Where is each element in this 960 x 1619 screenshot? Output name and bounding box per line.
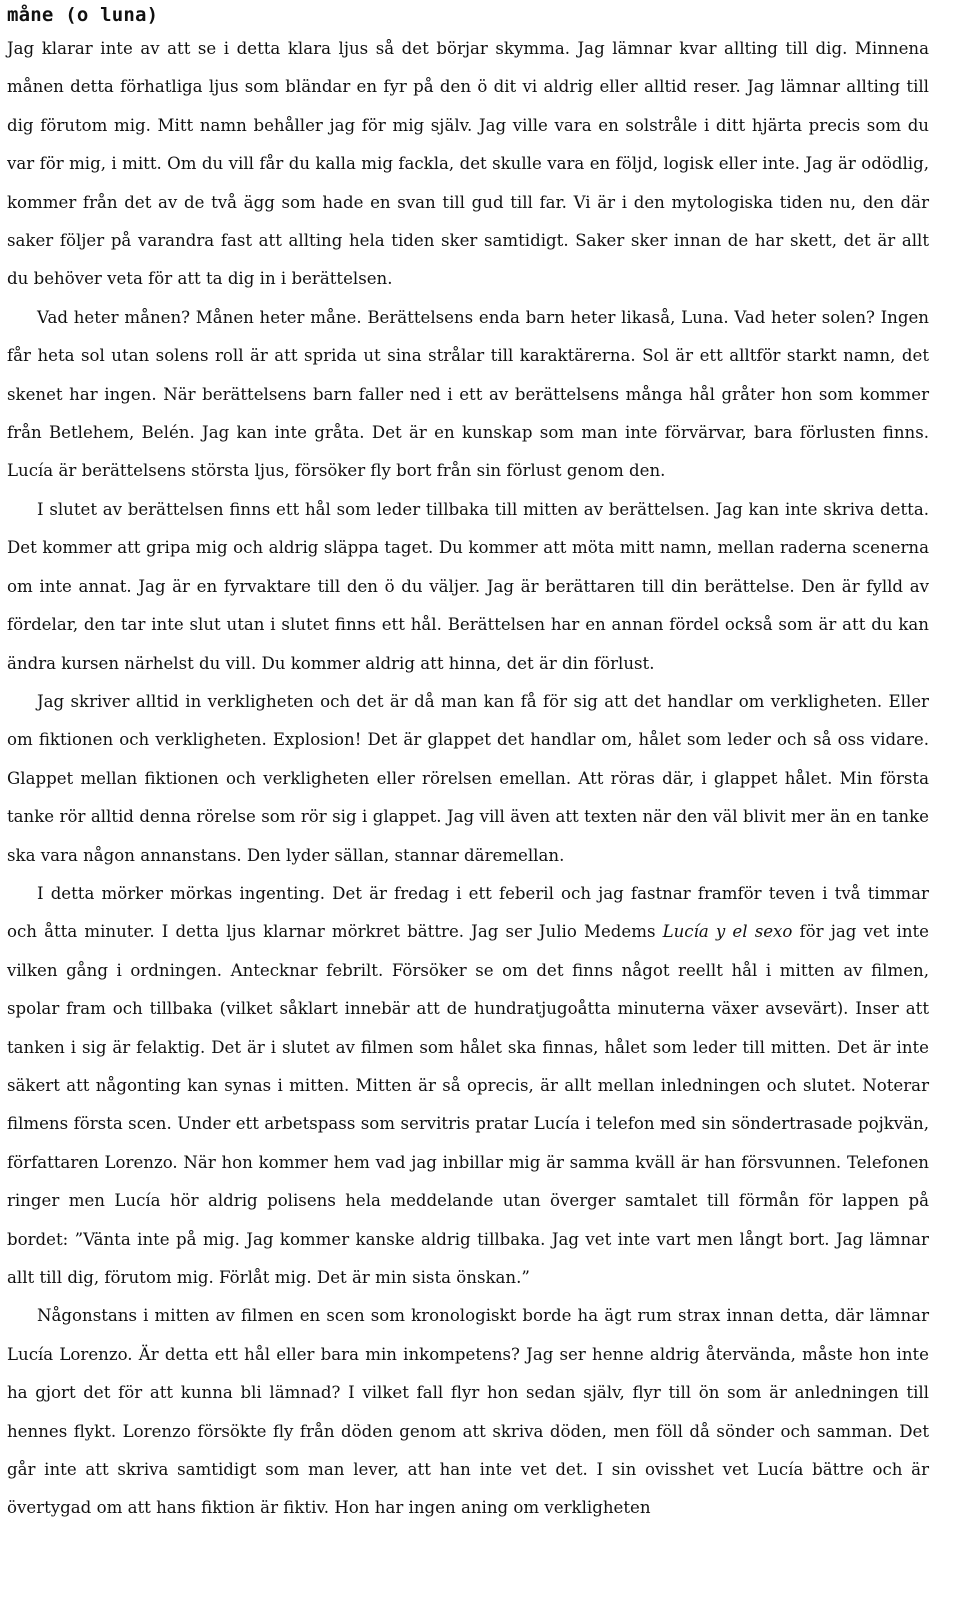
paragraph-text: Jag klarar inte av att se i detta klara ljus så det börjar skymma. Jag lämnar kvar allting till dig. Minnena månen detta förhatliga ljus som bländar en fyr på den ö dit vi aldrig eller alltid reser. Jag lämnar allting till dig förutom mig. Mitt namn behåller jag för mig själv. Jag ville vara en solstråle i ditt hjärta precis som du var för mig, i mitt. Om du vill får du kalla mig fackla, det skulle vara en följd, logisk eller inte. Jag är odödlig, kommer från det av de två ägg som hade en svan till gud till far. Vi är i den mytologiska tiden nu, den där saker följer på varandra fast att allting hela tiden sker samtidigt. Saker sker innan de har skett, det är allt du behöver veta för att ta dig in i berättelsen. [7,39,929,289]
document-title: måne (o luna) [7,4,159,26]
paragraph-2 [7,299,929,491]
document-body [7,30,929,1528]
paragraph-5 [7,875,929,1297]
paragraph-text: I slutet av berättelsen finns ett hål som leder tillbaka till mitten av berättelsen. Jag kan inte skriva detta. Det kommer att gripa mig och aldrig släppa taget. Du kommer att möta mitt namn, mellan raderna scenerna om inte annat. Jag är en fyrvaktare till den ö du väljer. Jag är berättaren till din berättelse. Den är fylld av fördelar, den tar inte slut utan i slutet finns ett hål. Berättelsen har en annan fördel också som är att du kan ändra kursen närhelst du vill. Du kommer aldrig att hinna, det är din förlust. [7,499,929,673]
paragraph-3 [7,491,929,683]
paragraph-text: Någonstans i mitten av filmen en scen som kronologiskt borde ha ägt rum strax innan detta, där lämnar Lucía Lorenzo. Är detta ett hål eller bara min inkompetens? Jag ser henne aldrig återvända, måste hon inte ha gjort det för att kunna bli lämnad? I vilket fall flyr hon sedan själv, flyr till ön som är anledningen till hennes flykt. Lorenzo försökte fly från döden genom att skriva döden, men föll då sönder och samman. Det går inte att skriva samtidigt som man lever, att han inte vet det. I sin ovisshet vet Lucía bättre och är övertygad om att hans fiktion är fiktiv. Hon har ingen aning om verkligheten [7,1306,929,1518]
paragraph-text: Vad heter månen? Månen heter måne. Berättelsens enda barn heter likaså, Luna. Vad heter solen? Ingen får heta sol utan solens roll är att sprida ut sina strålar till karaktärerna. Sol är ett alltför starkt namn, det skenet har ingen. När berättelsens barn faller ned i ett av berättelsens många hål gråter hon som kommer från Betlehem, Belén. Jag kan inte gråta. Det är en kunskap som man inte förvärvar, bara förlusten finns. Lucía är berättelsens största ljus, försöker fly bort från sin förlust genom den. [7,307,929,481]
document-page [7,0,929,1528]
film-title: Lucía y el sexo [662,922,793,942]
paragraph-text: för jag vet inte vilken gång i ordningen. Antecknar febrilt. Försöker se om det finns något reellt hål i mitten av filmen, spolar fram och tillbaka (vilket såklart innebär att de hundratjugoåtta minuterna växer avsevärt). Inser att tanken i sig är felaktig. Det är i slutet av filmen som hålet ska finnas, hålet som leder till mitten. Det är inte säkert att någonting kan synas i mitten. Mitten är så oprecis, är allt mellan inledningen och slutet. Noterar filmens första scen. Under ett arbetspass som servitris pratar Lucía i telefon med sin söndertrasade pojkvän, författaren Lorenzo. När hon kommer hem vad jag inbillar mig är samma kväll är han försvunnen. Telefonen ringer men Lucía hör aldrig polisens hela meddelande utan överger samtalet till förmån för lappen på bordet: ”Vänta inte på mig. Jag kommer kanske aldrig tillbaka. Jag vet inte vart men långt bort. Jag lämnar allt till dig, förutom mig. Förlåt mig. Det är min sista önskan.” [7,922,929,1287]
paragraph-6 [7,1297,929,1527]
paragraph-1 [7,30,929,299]
paragraph-text: Jag skriver alltid in verkligheten och det är då man kan få för sig att det handlar om verkligheten. Eller om fiktionen och verkligheten. Explosion! Det är glappet det handlar om, hålet som leder och så oss vidare. Glappet mellan fiktionen och verkligheten eller rörelsen emellan. Att röras där, i glappet hålet. Min första tanke rör alltid denna rörelse som rör sig i glappet. Jag vill även att texten när den väl blivit mer än en tanke ska vara någon annanstans. Den lyder sällan, stannar däremellan. [7,691,929,865]
paragraph-4 [7,683,929,875]
paragraph-text: I detta mörker mörkas ingenting. Det är fredag i ett feberil och jag fastnar framför teven i två timmar och åtta minuter. I detta ljus klarnar mörkret bättre. Jag ser Julio Medems [7,883,929,942]
